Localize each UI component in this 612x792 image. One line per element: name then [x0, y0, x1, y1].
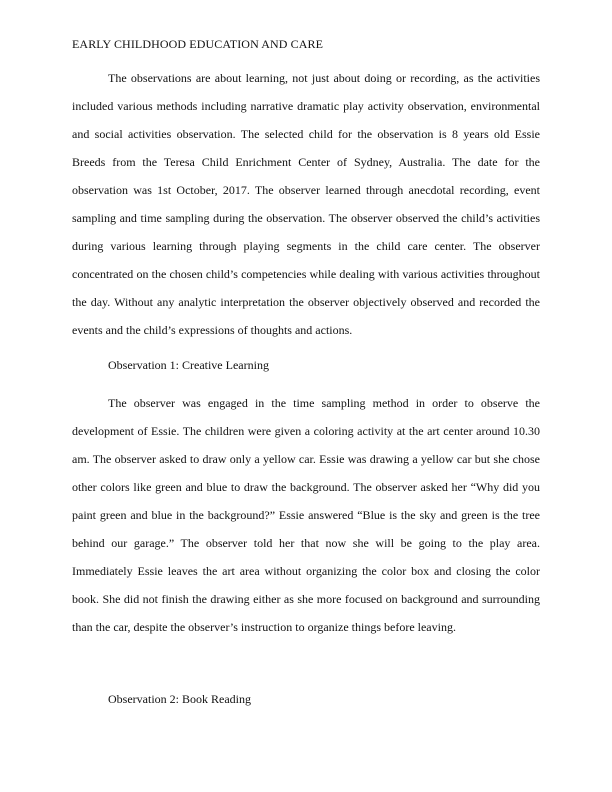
- body-paragraph: The observer was engaged in the time sampling method in order to observe the development of Essie. The children were given a coloring activity at the art center around 10.30 am. The observer asked to draw only a yellow car. Essie was drawing a yellow car but she chose other colors like green and blue to draw the background. The observer asked her “Why did you paint green and blue in the background?” Essie answered “Blue is the sky and green is the tree behind our garage.” The observer told her that now she will be going to the play area. Immediately Essie leaves the art area without organizing the color box and closing the color book. She did not finish the drawing either as she more focused on background and surrounding than the car, despite the observer’s instruction to organize things before leaving.: [72, 396, 540, 634]
- body-paragraph: The observations are about learning, not just about doing or recording, as the activities included various methods including narrative dramatic play activity observation, environmental and social activities observation. The selected child for the observation is 8 years old Essie Breeds from the Teresa Child Enrichment Center of Sydney, Australia. The date for the observation was 1st October, 2017. The observer learned through anecdotal recording, event sampling and time sampling during the observation. The observer observed the child’s activities during various learning through playing segments in the child care center. The observer concentrated on the chosen child’s competencies while dealing with various activities throughout the day. Without any analytic interpretation the observer objectively observed and recorded the events and the child’s expressions of thoughts and actions.: [72, 71, 540, 337]
- section-heading: Observation 1: Creative Learning: [108, 358, 269, 372]
- section-heading: Observation 2: Book Reading: [108, 692, 251, 706]
- running-head: EARLY CHILDHOOD EDUCATION AND CARE: [72, 37, 324, 51]
